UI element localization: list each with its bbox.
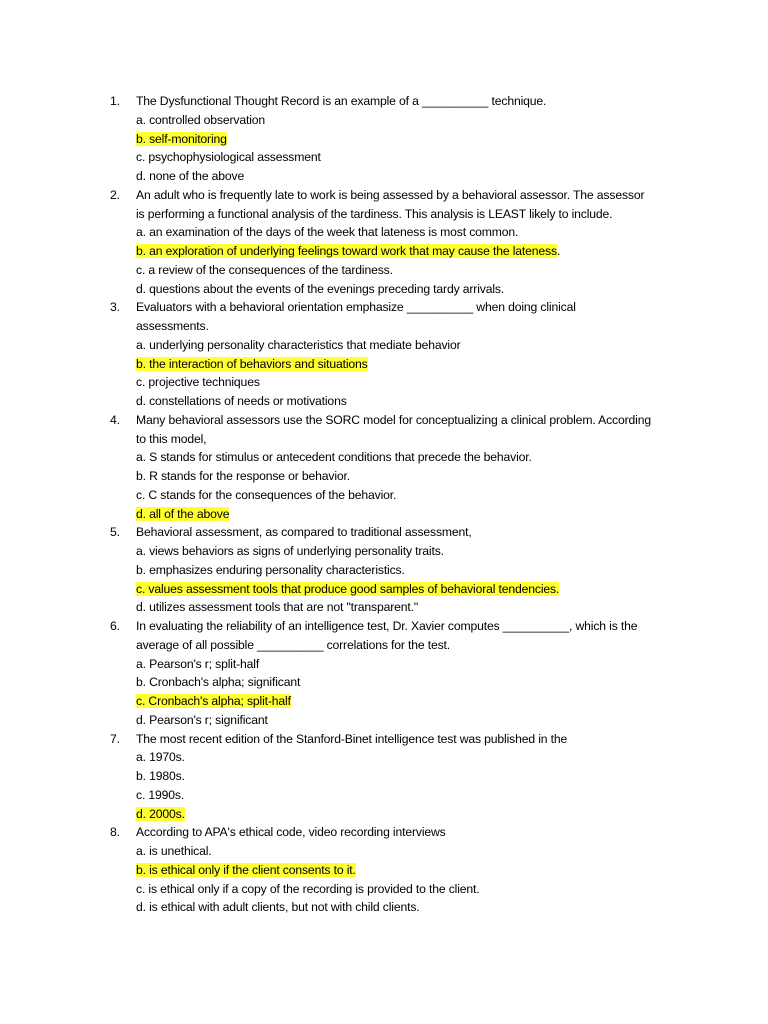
answer-option-text: c. values assessment tools that produce good samples of behavioral tendencies.: [136, 581, 560, 596]
question-item: [110, 411, 710, 524]
question-stem-line: average of all possible __________ correlations for the test.: [136, 637, 451, 652]
answer-option-text: d. all of the above: [136, 506, 230, 521]
answer-option-highlighted: [136, 355, 710, 374]
question-list: [110, 92, 710, 917]
answer-option-text: b. Cronbach's alpha; significant: [136, 675, 301, 690]
answer-option-text: d. questions about the events of the evenings preceding tardy arrivals.: [136, 281, 505, 296]
question-stem-line: The most recent edition of the Stanford-Binet intelligence test was published in the: [136, 731, 568, 746]
answer-option-text: b. 1980s.: [136, 769, 185, 783]
answer-option: [136, 561, 710, 580]
answer-option: [136, 711, 710, 730]
answer-option-text: c. 1990s.: [136, 787, 185, 802]
answer-option-text: c. C stands for the consequences of the behavior.: [136, 487, 397, 502]
question-item: [110, 730, 710, 824]
answer-option-text: d. constellations of needs or motivations: [136, 394, 347, 408]
answer-option-text: c. psychophysiological assessment: [136, 150, 321, 165]
answer-option-text: d. Pearson's r; significant: [136, 712, 268, 727]
answer-option-highlighted: [136, 805, 710, 824]
question-number: 2.: [110, 187, 120, 202]
answer-option-text: a. Pearson's r; split-half: [136, 656, 260, 671]
answer-option: [136, 148, 710, 167]
answer-option: [136, 280, 710, 299]
answer-option-text: a. an examination of the days of the week that lateness is most common.: [136, 225, 519, 240]
question-stem-line: Many behavioral assessors use the SORC model for conceptualizing a clinical problem. According: [136, 412, 651, 427]
answer-option: [136, 167, 710, 186]
answer-option-text: a. views behaviors as signs of underlying personality traits.: [136, 544, 444, 558]
answer-option-highlighted: [136, 242, 710, 261]
answer-option-text: a. controlled observation: [136, 112, 266, 127]
answer-option: [136, 786, 710, 805]
question-number: 3.: [110, 300, 120, 315]
answer-option: [136, 467, 710, 486]
answer-option: [136, 392, 710, 411]
answer-option: [136, 767, 710, 786]
answer-option-text: b. an exploration of underlying feelings toward work that may cause the lateness: [136, 244, 557, 258]
question-stem-line: The Dysfunctional Thought Record is an example of a __________ technique.: [136, 94, 547, 108]
question-stem-line: According to APA's ethical code, video recording interviews: [136, 825, 446, 840]
question-item: [110, 523, 710, 617]
answer-option-text: d. is ethical with adult clients, but not with child clients.: [136, 900, 420, 915]
answer-option-highlighted: [136, 861, 710, 880]
question-stem-line: An adult who is frequently late to work is being assessed by a behavioral assessor. The assessor: [136, 187, 645, 202]
answer-option-text: b. R stands for the response or behavior.: [136, 469, 351, 483]
answer-option-text: b. the interaction of behaviors and situations: [136, 356, 368, 371]
answer-option: [136, 598, 710, 617]
answer-option-text: a. 1970s.: [136, 750, 185, 765]
question-stem-line: In evaluating the reliability of an intelligence test, Dr. Xavier computes __________, which is the: [136, 619, 638, 633]
answer-option: [136, 898, 710, 917]
answer-option-text: c. is ethical only if a copy of the recording is provided to the client.: [136, 881, 480, 896]
answer-option: [136, 261, 710, 280]
question-number: 7.: [110, 731, 120, 746]
answer-option: [136, 111, 710, 130]
question-number: 1.: [110, 94, 120, 108]
answer-option-text: d. 2000s.: [136, 806, 185, 821]
question-item: [110, 823, 710, 917]
answer-option: [136, 748, 710, 767]
answer-option-text: b. self-monitoring: [136, 131, 227, 146]
answer-option-text: a. S stands for stimulus or antecedent conditions that precede the behavior.: [136, 450, 532, 465]
question-number: 6.: [110, 619, 120, 633]
answer-option: [136, 336, 710, 355]
answer-option-text: a. underlying personality characteristics that mediate behavior: [136, 337, 461, 352]
question-stem-line: is performing a functional analysis of the tardiness. This analysis is LEAST likely to include.: [136, 206, 613, 221]
question-number: 4.: [110, 412, 120, 427]
question-item: [110, 186, 710, 299]
question-stem-line: to this model,: [136, 431, 207, 446]
answer-option: [136, 842, 710, 861]
answer-option-suffix: .: [556, 244, 561, 258]
question-stem-line: Evaluators with a behavioral orientation emphasize __________ when doing clinical: [136, 300, 576, 315]
question-item: [110, 298, 710, 411]
question-number: 5.: [110, 525, 120, 540]
question-stem-line: assessments.: [136, 319, 209, 333]
answer-option-text: c. Cronbach's alpha; split-half: [136, 694, 291, 708]
answer-option: [136, 655, 710, 674]
answer-option: [136, 673, 710, 692]
answer-option: [136, 542, 710, 561]
answer-option-highlighted: [136, 580, 710, 599]
question-item: [110, 617, 710, 730]
answer-option-text: a. is unethical.: [136, 844, 212, 858]
answer-option-highlighted: [136, 505, 710, 524]
question-number: 8.: [110, 825, 120, 840]
answer-option-highlighted: [136, 692, 710, 711]
answer-option-text: c. projective techniques: [136, 375, 260, 390]
answer-option-text: d. none of the above: [136, 169, 245, 183]
question-item: [110, 92, 710, 186]
answer-option-text: b. emphasizes enduring personality characteristics.: [136, 562, 405, 577]
answer-option: [136, 373, 710, 392]
answer-option-text: c. a review of the consequences of the tardiness.: [136, 262, 393, 277]
answer-option: [136, 880, 710, 899]
answer-option-text: b. is ethical only if the client consents to it.: [136, 862, 356, 877]
answer-option-text: d. utilizes assessment tools that are not "transparent.": [136, 600, 419, 615]
answer-option: [136, 448, 710, 467]
question-stem-line: Behavioral assessment, as compared to traditional assessment,: [136, 525, 472, 540]
answer-option: [136, 223, 710, 242]
answer-option: [136, 486, 710, 505]
answer-option-highlighted: [136, 130, 710, 149]
